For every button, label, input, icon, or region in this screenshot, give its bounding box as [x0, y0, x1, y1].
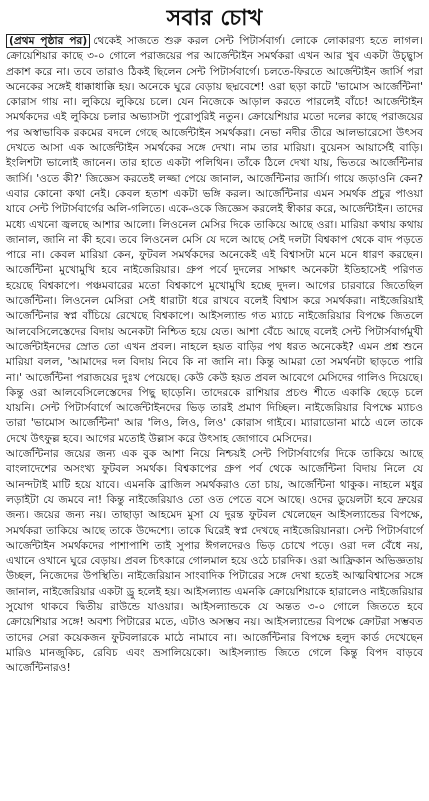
article-paragraph-2 [6, 447, 423, 676]
headline: সবার চোখ [166, 6, 263, 31]
paragraph-text: আর্জেন্টিনার জয়ের জন্য এক বুক আশা নিয়ে নিশ্চয়ই সেন্ট পিটার্সবার্গের দিকে তাকিয়ে আছে বাংলাদেশের অসংখ্য ফুটবল সমর্থক। বিশ্বকাপের গ্রুপ পর্ব থেকে আর্জেন্টিনা বিদায় নিলে যে আনন্দটাই মাটি হয়ে যাবে। এমনকি ব্রাজিল সমর্থকরাও তো চায়, আর্জেন্টিনা থাকুক। নাহলে মধুর লড়াইটা যে জমবে না! কিন্তু নাইজেরিয়াও তো ওত পেতে বসে আছে। ওদের ডুয়েলটা হবে দ্রুয়ের জন্য। জয়ের জন্য নয়। তাছাড়া আহমেদ মুসা যে দুরন্ত ফুটবল খেলেছেন আইসল্যান্ডের বিপক্ষে, সমর্থকরা তাকিয়ে আছে তাকে উদ্দেশ্যে। তাকে ঘিরেই স্বপ্ন দেখছে নাইজেরিয়ানরা। সেন্ট পিটার্সবার্গে আর্জেন্টাইন সমর্থকদের পাশাপাশি তাই সুপার ঈগলদেরও ভিড় চোখে পড়ে। ওরা দল বেঁধে নয়, এখানে ওখানে ঘুরে বেড়ায়। প্রবল চিৎকারে গোলমাল হয়ে ওঠে চারদিক। ওরা আফ্রিকান অভিজ্ঞতায় উচ্ছল, নিজেদের উপস্থিতি। নাইজেরিয়ান সাংবাদিক পিটারের সঙ্গে দেখা হতেই আত্মবিশ্বাসের সঙ্গে জানাল, নাইজেরিয়ার একটা ড্রু হলেই হয়। আইসল্যান্ড এমনকি ক্রোয়েশিয়াকে হারালেও নাইজেরিয়ার সুযোগ থাকবে দ্বিতীয় রাউন্ডে যাওয়ার। আইসল্যান্ডকে যে অন্তত ৩-০ গোলে জিততে হবে ক্রোয়েশিয়ার সঙ্গে! অবশ্য পিটারের মতে, এটাও অসম্ভব নয়। আইসল্যান্ডের বিপক্ষে ক্রোটরা সম্ভবত তাদের সেরা কয়েকজন ফুটবলারকে মাঠে নামাবে না। আর্জেন্টিনার বিপক্ষে হলুদ কার্ড দেখেছেন মারিও মানজুকিচ, রেবিচ এবং ভ্রসালিয়েকো। আইসল্যান্ড জিতে গেলে কিন্তু বিপদ বাড়বে আর্জেন্টিনারও! [6, 448, 423, 675]
article-paragraph-1 [6, 34, 423, 447]
article-body [6, 34, 423, 676]
paragraph-text: থেকেই সাজতে শুরু করল সেন্ট পিটার্সবার্গ। লোকে লোকারণ্য হতে লাগল। ক্রোয়েশিয়ার কাছে ৩-০ গোলে পরাজয়ের পর আর্জেন্টাইন সমর্থকরা এখন আর খুব একটা উচ্ছ্বাস প্রকাশ করে না। তবে তারাও ঠিকই ছিলেন সেন্ট পিটার্সবার্গে। চলতে-ফিরতে আর্জেন্টাইন জার্সি পরা অনেকের সঙ্গেই ধাক্কাধাক্কি হয়। অনেকে ঘুরে বেড়ায় ছদ্মবেশে! ওরা ছড়া কাটে 'ভামোস আর্জেন্টিনা' কোরাস গায় না। লুকিয়ে লুকিয়ে চলে। যেন নিজেকে আড়াল করতে পারলেই বাঁচে! আর্জেন্টাইন সমর্থকদের এই লুকিয়ে চলার অভ্যাসটা পুরোপুরিই নতুন। ক্রোয়েশিয়ার মতো দলের কাছে পরাজয়ের পর অস্বাভাবিক রকমের বদলে গেছে আর্জেন্টাইন সমর্থকরা। নেভা নদীর তীরে আলভারেসো উৎসব দেখতে আসা এক আর্জেন্টাইন সমর্থকের সঙ্গে দেখা। নাম তার মারিয়া। বুয়েনস আয়ার্সেই বাড়ি। ইংলিশটা ভালোই জানেন। তার হাতে একটা পলিথিন। তাঁকে ঠিলে দেখা যায়, ভিতরে আর্জেন্টিনার জার্সি। 'ওতে কী?' জিজ্ঞেস করতেই লজ্জা পেয়ে জানাল, আর্জেন্টিনার জার্সি। গায়ে জড়াওনি কেন? এবার কোনো কথা নেই। কেবল হতাশ একটা ভঙ্গি করল। আর্জেন্টিনার এমন সমর্থক প্রচুর পাওয়া যাবে সেন্ট পিটার্সবার্গের অলি-গলিতে। একে-ওকে জিজ্ঞেস করলেই স্বীকার করে, আর্জেন্টাইন। তাদের মধ্যে এখনো জ্বলছে আশার আলো। লিওনেল মেসির দিকে তাকিয়ে আছে ওরা। মারিয়া কথায় কথায় জানাল, জানি না কী হবে। তবে লিওনেল মেসি যে দলে আছে সেই দলটা বিশ্বকাপ থেকে বাদ পড়তে পারে না। কেবল মারিয়া কেন, ফুটবল সমর্থকদের অনেকেই এই বিশ্বাসটা মনে মনে ধারণ করছেন। আর্জেন্টিনা মুখোমুখি হবে নাইজেরিয়ার। গ্রুপ পর্বে দুদলের সাক্ষাৎ অনেকটা ইতিহাসেই পরিণত হয়েছে বিশ্বকাপে। পঞ্চমবারের মতো বিশ্বকাপে মুখোমুখি হচ্ছে দুদল। আগের চারবারে জিতেছিল আর্জেন্টিনা। লিওনেল মেসিরা সেই ধারাটা ধরে রাখবে বলেই বিশ্বাস করে সমর্থকরা। নাইজেরিয়াই আর্জেন্টিনার স্বপ্ন বাঁচিয়ে রেখেছে বিশ্বকাপে। আইসল্যান্ড গত ম্যাচে নাইজেরিয়ার বিপক্ষে জিতলে আলবেসিলেস্তেদের বিদায় অনেকটা নিশ্চিত হয়ে যেত। আশা বেঁচে আছে বলেই সেন্ট পিটার্সবার্গমুখী আর্জেন্টাইনদের স্রোত তো এখন প্রবল। নাহলে হয়ত বাড়ির পথ ধরত অনেকেই? এমন প্রশ্ন শুনে মারিয়া বলল, 'আমাদের দল বিদায় নিবে কি না জানি না। কিন্তু আমরা তো সমর্থনটা ছাড়তে পারি না।' আর্জেন্টিনা পরাজয়ের দুঃখ পেয়েছে। কেউ কেউ হয়ত প্রবল আবেগে মেসিদের গালিও দিয়েছে। কিন্তু ওরা আলবেসিলেস্তেদের পিছু ছাড়েনি। তাদেরকে রাশিয়ার প্রচণ্ড শীতে একাকি ছেড়ে চলে যায়নি। সেন্ট পিটার্সবার্গে আর্জেন্টাইনদের ভিড় তারই প্রমাণ দিচ্ছিল। নাইজেরিয়ার বিপক্ষে ম্যাচও তারা 'ভামোস আর্জেন্টিনা' আর 'লিও, লিও, লিও' কোরাস গাইবে। ম্যারাডোনা মাঠে এলে তাকে দেখে উৎফুল্ল হবে। আগের মতোই উল্লাস করে উৎসাহ জোগাবে মেসিদের। [6, 35, 423, 445]
continuation-tag: (প্রথম পৃষ্ঠার পর) [6, 34, 90, 48]
